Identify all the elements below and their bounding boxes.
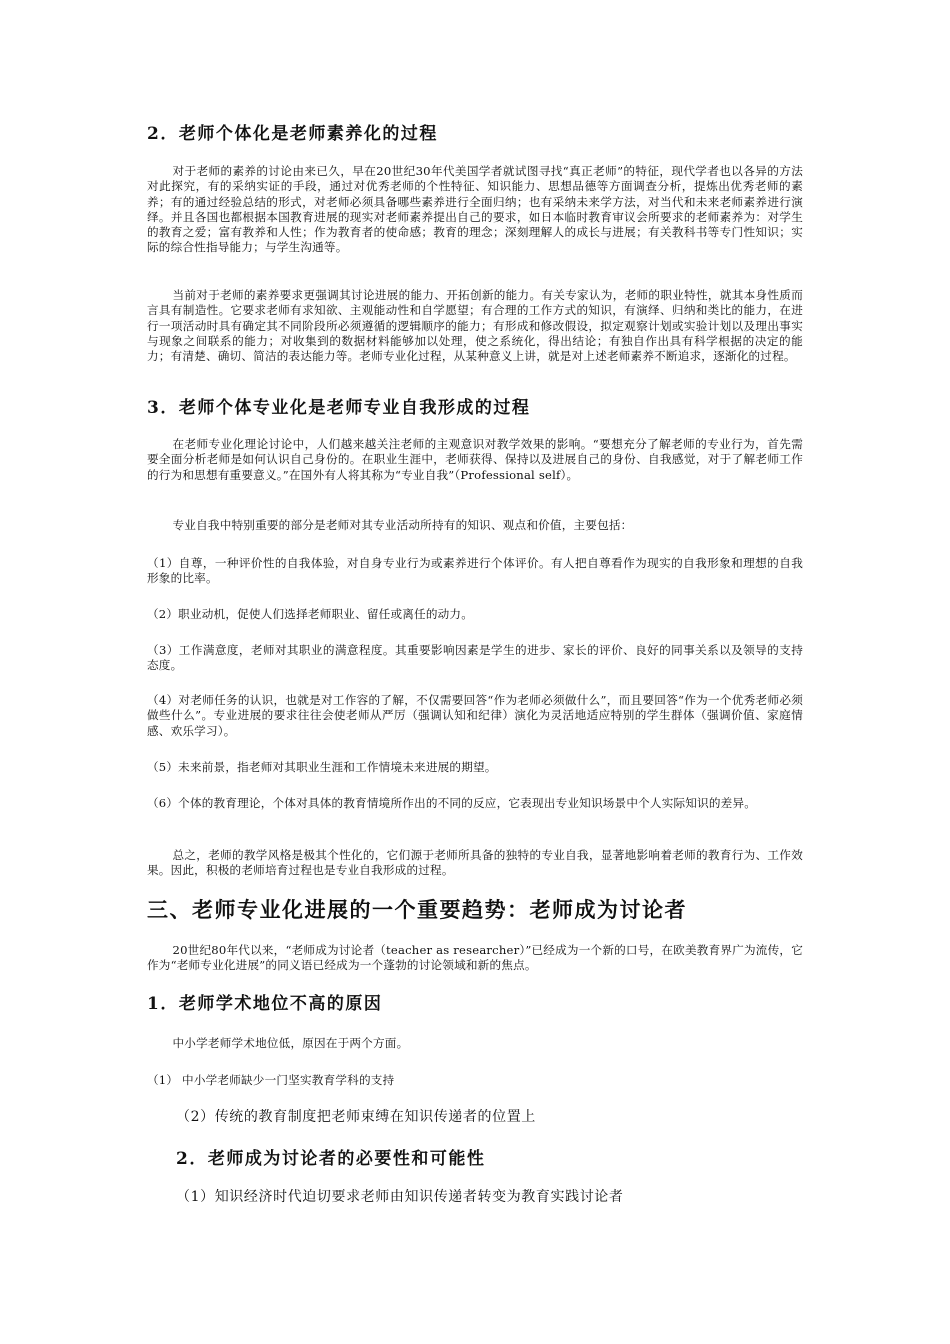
subsection-1-item-1: （1） 中小学老师缺少一门坚实教育学科的支持 xyxy=(147,1073,395,1087)
subsection-2-item-1: （1）知识经济时代迫切要求老师由知识传递者转变为教育实践讨论者 xyxy=(176,1189,624,1205)
section-2-heading: 2．老师个体化是老师素养化的过程 xyxy=(147,124,438,144)
part-3-heading: 三、老师专业化进展的一个重要趋势：老师成为讨论者 xyxy=(147,897,687,922)
list-item-future-prospects: （5）未来前景，指老师对其职业生涯和工作情境未来进展的期望。 xyxy=(147,760,497,774)
section-2-paragraph-2: 当前对于老师的素养要求更强调其讨论进展的能力、开拓创新的能力。有关专家认为，老师的职业特性，就其本身性质而言具有制造性。它要求老师有求知欲、主观能动性和自学愿望；有合理的工作方式的知识，有演绎、归纳和类比的能力，在进行一项活动时具有确定其不同阶段所必须遵循的逻辑顺序的能力；有形成和修改假设，拟定观察计划或实验计划以及理出事实与现象之间联系的能力；对收集到的数据材料能够加以处理，使之系统化，得出结论；有独自作出具有科学根据的决定的能力；有清楚、确切、简洁的表达能力等。老师专业化过程，从某种意义上讲，就是对上述老师素养不断追求，逐渐化的过程。 xyxy=(147,288,803,364)
list-item-self-esteem: （1）自尊，一种评价性的自我体验，对自身专业行为或素养进行个体评价。有人把自尊看作为现实的自我形象和理想的自我形象的比率。 xyxy=(147,556,803,586)
list-item-task-awareness: （4）对老师任务的认识，也就是对工作容的了解，不仅需要回答“作为老师必须做什么”，而且要回答“作为一个优秀老师必须做些什么”。专业进展的要求往往会使老师从严厉（强调认知和纪律）演化为灵活地适应特别的学生群体（强调价值、家庭情感、欢乐学习）。 xyxy=(147,693,803,738)
list-item-motivation: （2）职业动机，促使人们选择老师职业、留任或离任的动力。 xyxy=(147,607,474,621)
section-3-heading: 3．老师个体专业化是老师专业自我形成的过程 xyxy=(147,398,531,418)
list-item-satisfaction: （3）工作满意度，老师对其职业的满意程度。其重要影响因素是学生的进步、家长的评价、良好的同事关系以及领导的支持态度。 xyxy=(147,643,803,673)
part-3-intro: 20世纪80年代以来，“老师成为讨论者（teacher as researcher）”已经成为一个新的口号，在欧美教育界广为流传，它作为“老师专业化进展”的同义语已经成为一个蓬勃的讨论领域和新的焦点。 xyxy=(147,943,803,973)
subsection-2-heading: 2．老师成为讨论者的必要性和可能性 xyxy=(176,1149,486,1169)
list-item-education-theory: （6）个体的教育理论，个体对具体的教育情境所作出的不同的反应，它表现出专业知识场景中个人实际知识的差异。 xyxy=(147,796,757,810)
subsection-1-paragraph: 中小学老师学术地位低，原因在于两个方面。 xyxy=(172,1036,409,1050)
section-3-summary: 总之，老师的教学风格是极其个性化的，它们源于老师所具备的独特的专业自我，显著地影响着老师的教育行为、工作效果。因此，积极的老师培育过程也是专业自我形成的过程。 xyxy=(147,848,803,878)
section-3-paragraph-2: 专业自我中特别重要的部分是老师对其专业活动所持有的知识、观点和价值，主要包括： xyxy=(172,518,633,532)
section-2-paragraph-1: 对于老师的素养的讨论由来已久，早在20世纪30年代美国学者就试图寻找“真正老师”的特征，现代学者也以各异的方法对此探究，有的采纳实证的手段，通过对优秀老师的个性特征、知识能力、思想品德等方面调查分析，提炼出优秀老师的素养；有的通过经验总结的形式，对老师必须具备哪些素养进行全面归纳；也有采纳未来学方法，对当代和未来老师素养进行演绎。并且各国也都根据本国教育进展的现实对老师素养提出自己的要求，如日本临时教育审议会所要求的老师素养为：对学生的教育之爱；富有教养和人性；作为教育者的使命感；教育的理念；深刻理解人的成长与进展；有关教科书等专门性知识；实际的综合性指导能力；与学生沟通等。 xyxy=(147,164,803,255)
subsection-1-item-2: （2）传统的教育制度把老师束缚在知识传递者的位置上 xyxy=(176,1109,536,1125)
section-3-paragraph-1: 在老师专业化理论讨论中，人们越来越关注老师的主观意识对教学效果的影响。“要想充分了解老师的专业行为，首先需要全面分析老师是如何认识自己身份的。在职业生涯中，老师获得、保持以及进展自己的身份、自我感觉，对于了解老师工作的行为和思想有重要意义。”在国外有人将其称为“专业自我”（Professional self）。 xyxy=(147,437,803,482)
subsection-1-heading: 1．老师学术地位不高的原因 xyxy=(147,994,383,1014)
